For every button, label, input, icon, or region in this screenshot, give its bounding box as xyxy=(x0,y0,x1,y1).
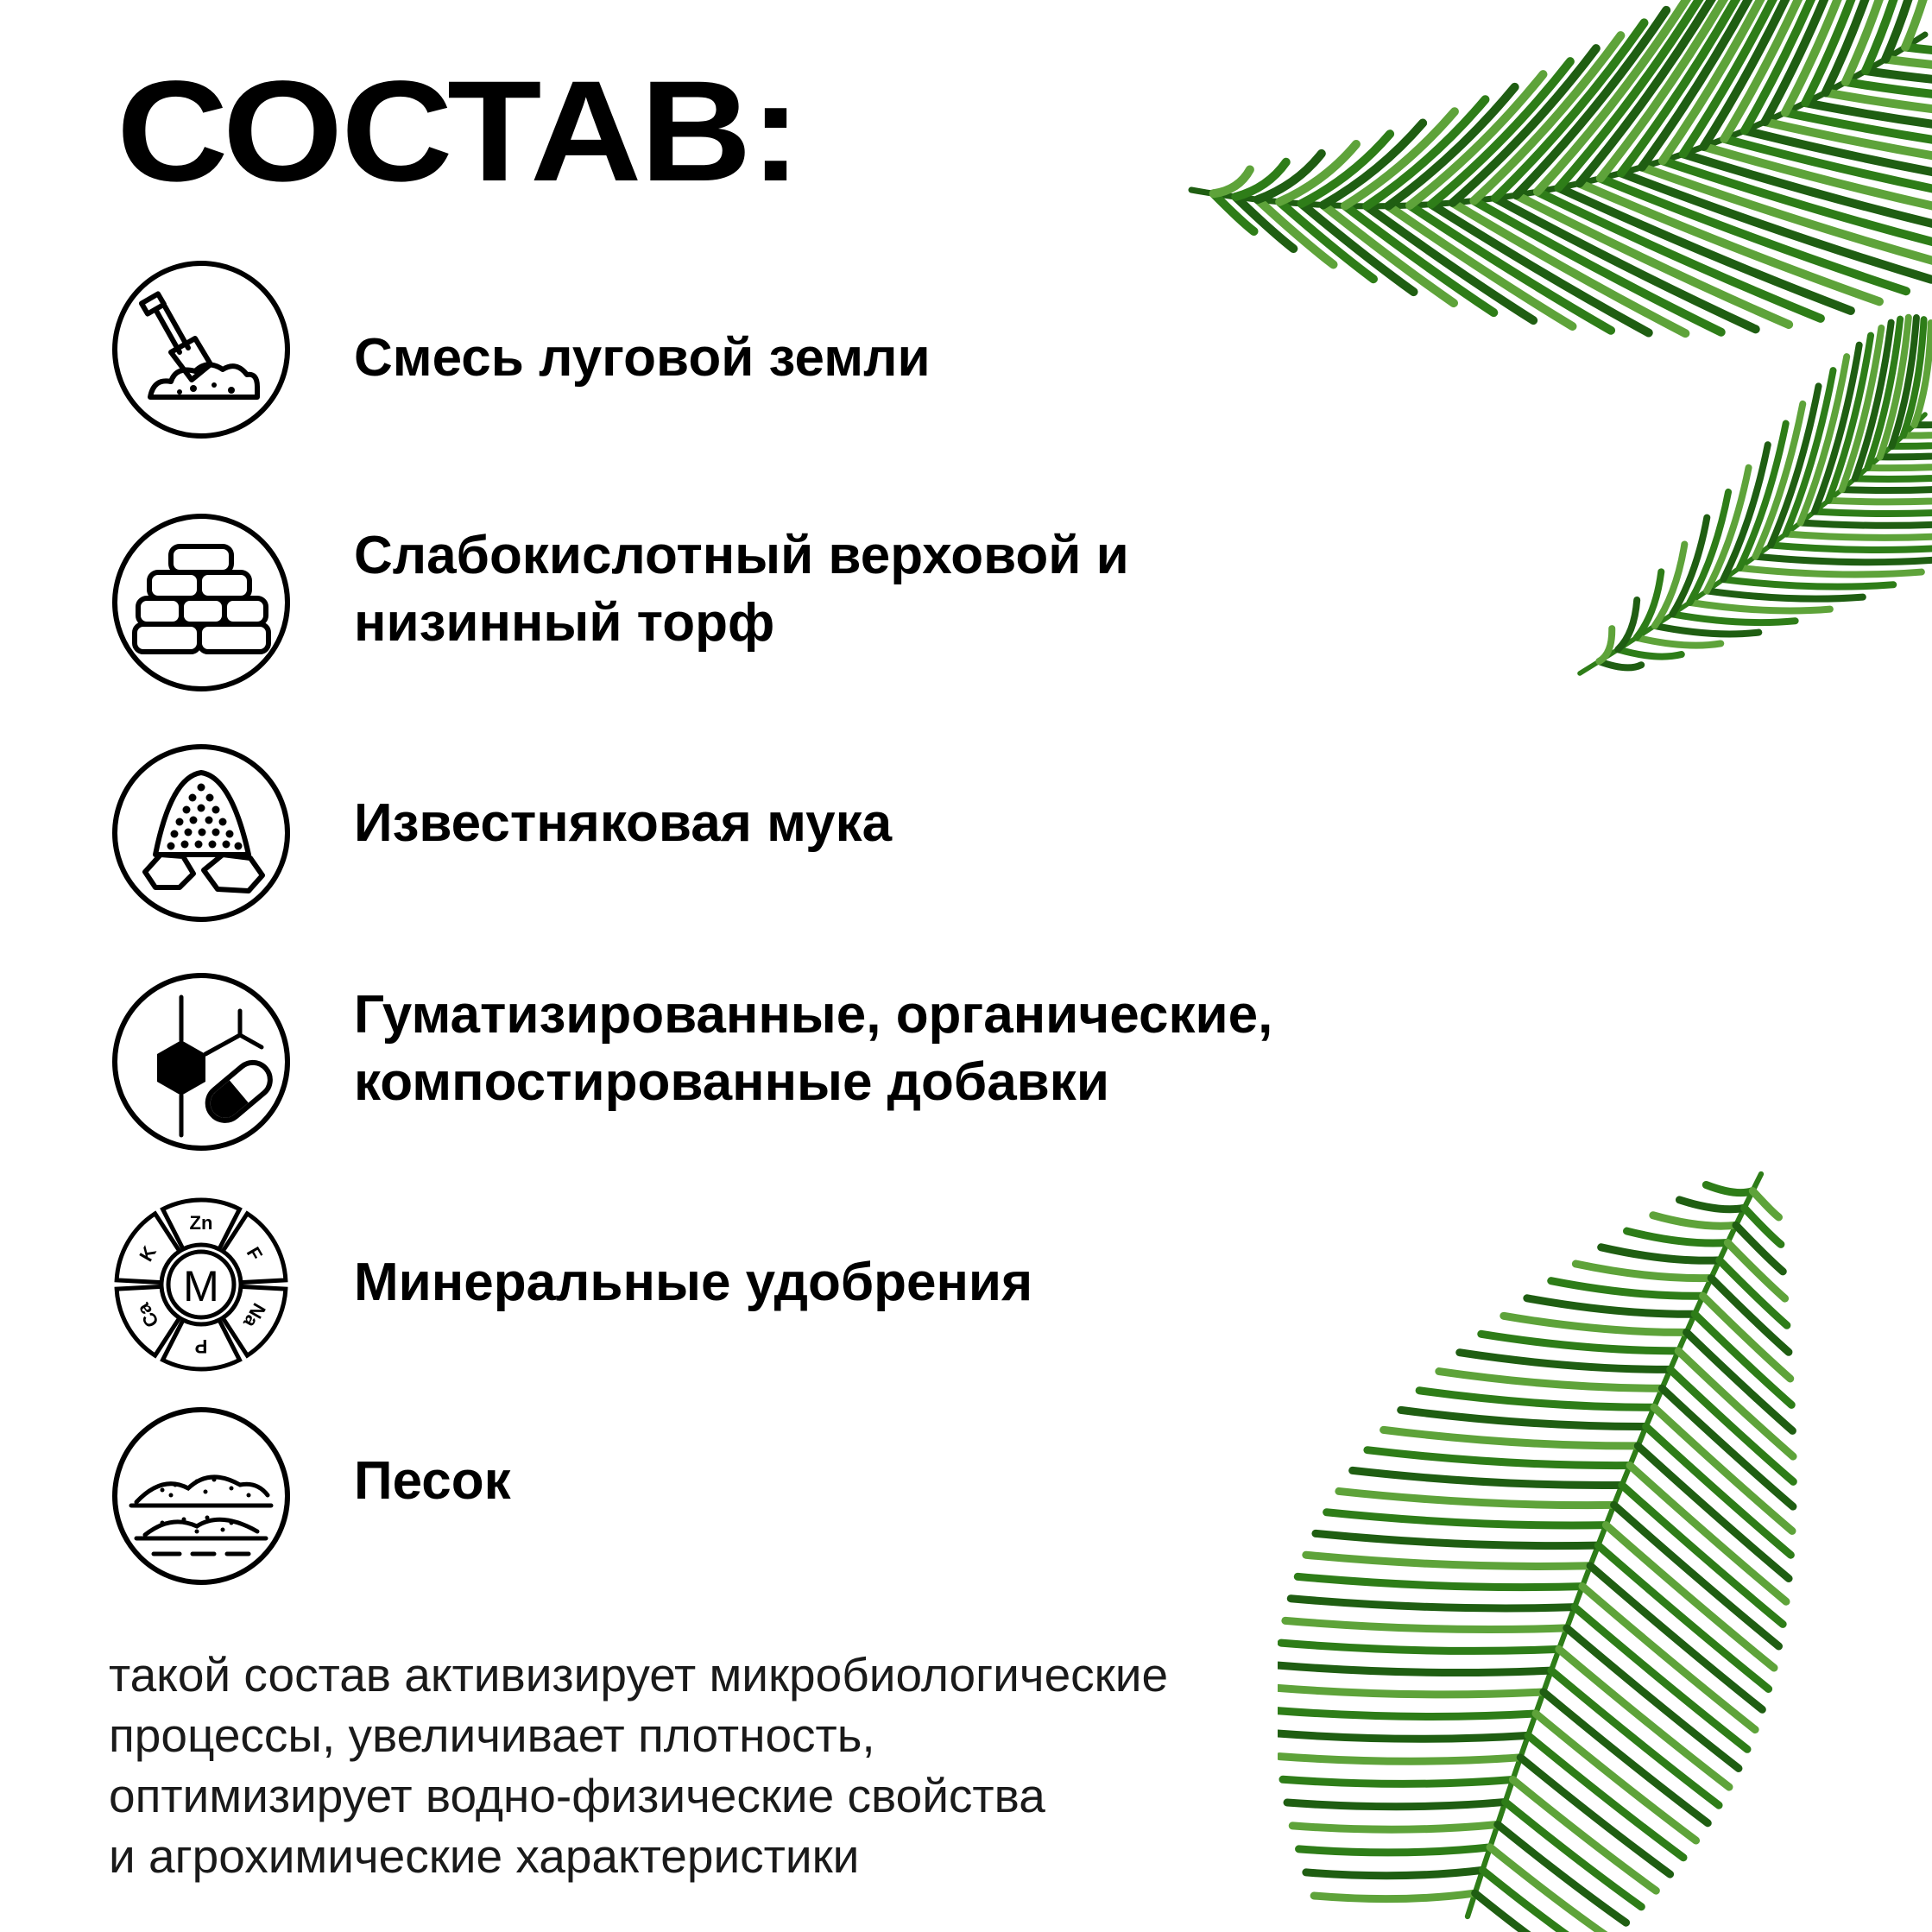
palm-leaflet xyxy=(1815,506,1932,514)
palm-leaflet xyxy=(1736,1225,1783,1272)
palm-leaflet xyxy=(1679,1200,1744,1209)
palm-leaflet xyxy=(1306,1870,1482,1875)
palm-leaflet xyxy=(1439,1372,1663,1389)
limestone-powder-icon xyxy=(110,742,292,924)
palm-leaflet xyxy=(1786,533,1932,538)
palm-leaflet xyxy=(1637,638,1720,646)
sand-dunes-icon xyxy=(110,1405,292,1587)
item-label: Смесь луговой земли xyxy=(354,328,931,388)
palm-leaflet xyxy=(1279,1757,1520,1762)
palm-leaflet xyxy=(1706,1185,1752,1193)
palm-leaflet xyxy=(1327,1512,1607,1525)
palm-leaflet xyxy=(1482,1870,1594,1932)
palm-leaflet xyxy=(1278,1733,1528,1739)
item-label: Гуматизированные, органические, компостированные добавки xyxy=(354,985,1273,1112)
palm-leaflet xyxy=(1316,1533,1598,1545)
palm-leaflet xyxy=(1527,1298,1695,1314)
minerals-wheel-icon xyxy=(110,1194,292,1375)
mineral-segment-label: P xyxy=(194,1335,208,1357)
palm-leaflet xyxy=(1544,1692,1708,1823)
mineral-segment-label: Zn xyxy=(189,1212,213,1234)
palm-leaflet xyxy=(1575,1264,1711,1279)
palm-leaflet xyxy=(1654,1407,1792,1531)
palm-leaflet xyxy=(1314,1893,1475,1899)
item-label: Известняковая мука xyxy=(354,793,893,853)
palm-leaflet xyxy=(1297,1576,1582,1587)
mineral-center-label: M xyxy=(183,1262,219,1310)
palm-leaflet xyxy=(1339,1491,1614,1505)
palm-leaflet xyxy=(1401,1410,1646,1426)
palm-leaflet xyxy=(1689,603,1829,611)
palm-leaflet xyxy=(1771,546,1932,550)
palm-leaflet xyxy=(1285,1620,1567,1629)
page-title: СОСТАВ: xyxy=(117,52,800,212)
palm-leaflet xyxy=(1460,1353,1670,1370)
palm-leaflet xyxy=(1481,1334,1678,1351)
shovel-soil-icon xyxy=(110,259,292,440)
palm-leaflet xyxy=(1672,614,1795,622)
item-label: Минеральные удобрения xyxy=(354,1253,1033,1312)
palm-leaflet xyxy=(1419,1391,1654,1407)
mineral-segment-label: F xyxy=(242,1243,268,1265)
palm-leaflet xyxy=(1653,1215,1736,1226)
palm-leaflet xyxy=(1367,1450,1630,1466)
item-label: Песок xyxy=(354,1451,511,1511)
palm-leaflet xyxy=(1299,1847,1491,1853)
palm-leaflet xyxy=(1551,1281,1703,1297)
molecule-capsule-icon xyxy=(110,971,292,1152)
palm-leaflet xyxy=(1599,661,1641,667)
palm-leaflet xyxy=(1723,579,1893,587)
palm-leaflet xyxy=(1384,1430,1638,1446)
mineral-segment-label: Na xyxy=(239,1299,270,1332)
palm-leaflet xyxy=(1353,1470,1622,1485)
palm-leaflet xyxy=(1752,1191,1778,1217)
palm-leaflet xyxy=(1828,493,1932,502)
palm-leaflet xyxy=(1739,568,1922,575)
palm-leaflet xyxy=(1287,1802,1506,1806)
palm-leaflet xyxy=(1506,1802,1642,1906)
palm-leaflet xyxy=(1283,1779,1512,1784)
palm-leaflet xyxy=(1655,626,1759,635)
peat-blocks-icon xyxy=(110,512,292,693)
palm-leaflet xyxy=(1279,1665,1551,1672)
palm-leaflet xyxy=(1278,1711,1536,1717)
palm-leaflet xyxy=(1306,1555,1590,1566)
palm-leaflet xyxy=(1278,1688,1544,1695)
mineral-segment-label: Ca xyxy=(132,1299,163,1332)
palm-leaflet xyxy=(1801,520,1932,526)
palm-leaflet xyxy=(1707,590,1863,598)
palm-leaflet xyxy=(1687,1332,1793,1430)
footer-description: такой состав активизирует микробиологические процессы, увеличивает плотность, оптимизирует водно-физические свойства и агрохимические характеристики xyxy=(109,1648,1169,1883)
palm-leaflet xyxy=(1618,649,1681,656)
mineral-segment-label: K xyxy=(135,1242,161,1266)
palm-leaflet xyxy=(1885,60,1932,72)
palm-leaf-top-right-image xyxy=(1062,0,1932,932)
palm-leaflet xyxy=(1291,1599,1575,1608)
palm-leaflet xyxy=(1755,557,1932,563)
palm-leaflet xyxy=(1292,1825,1498,1830)
item-label: Слабокислотный верховой и низинный торф xyxy=(354,526,1129,653)
palm-leaflet xyxy=(1627,1231,1728,1243)
palm-leaf-bottom-right-image xyxy=(1278,1140,1932,1932)
palm-leaflet xyxy=(1504,1316,1687,1332)
palm-leaflet xyxy=(1601,1247,1720,1260)
palm-leaflet xyxy=(1281,1643,1559,1651)
